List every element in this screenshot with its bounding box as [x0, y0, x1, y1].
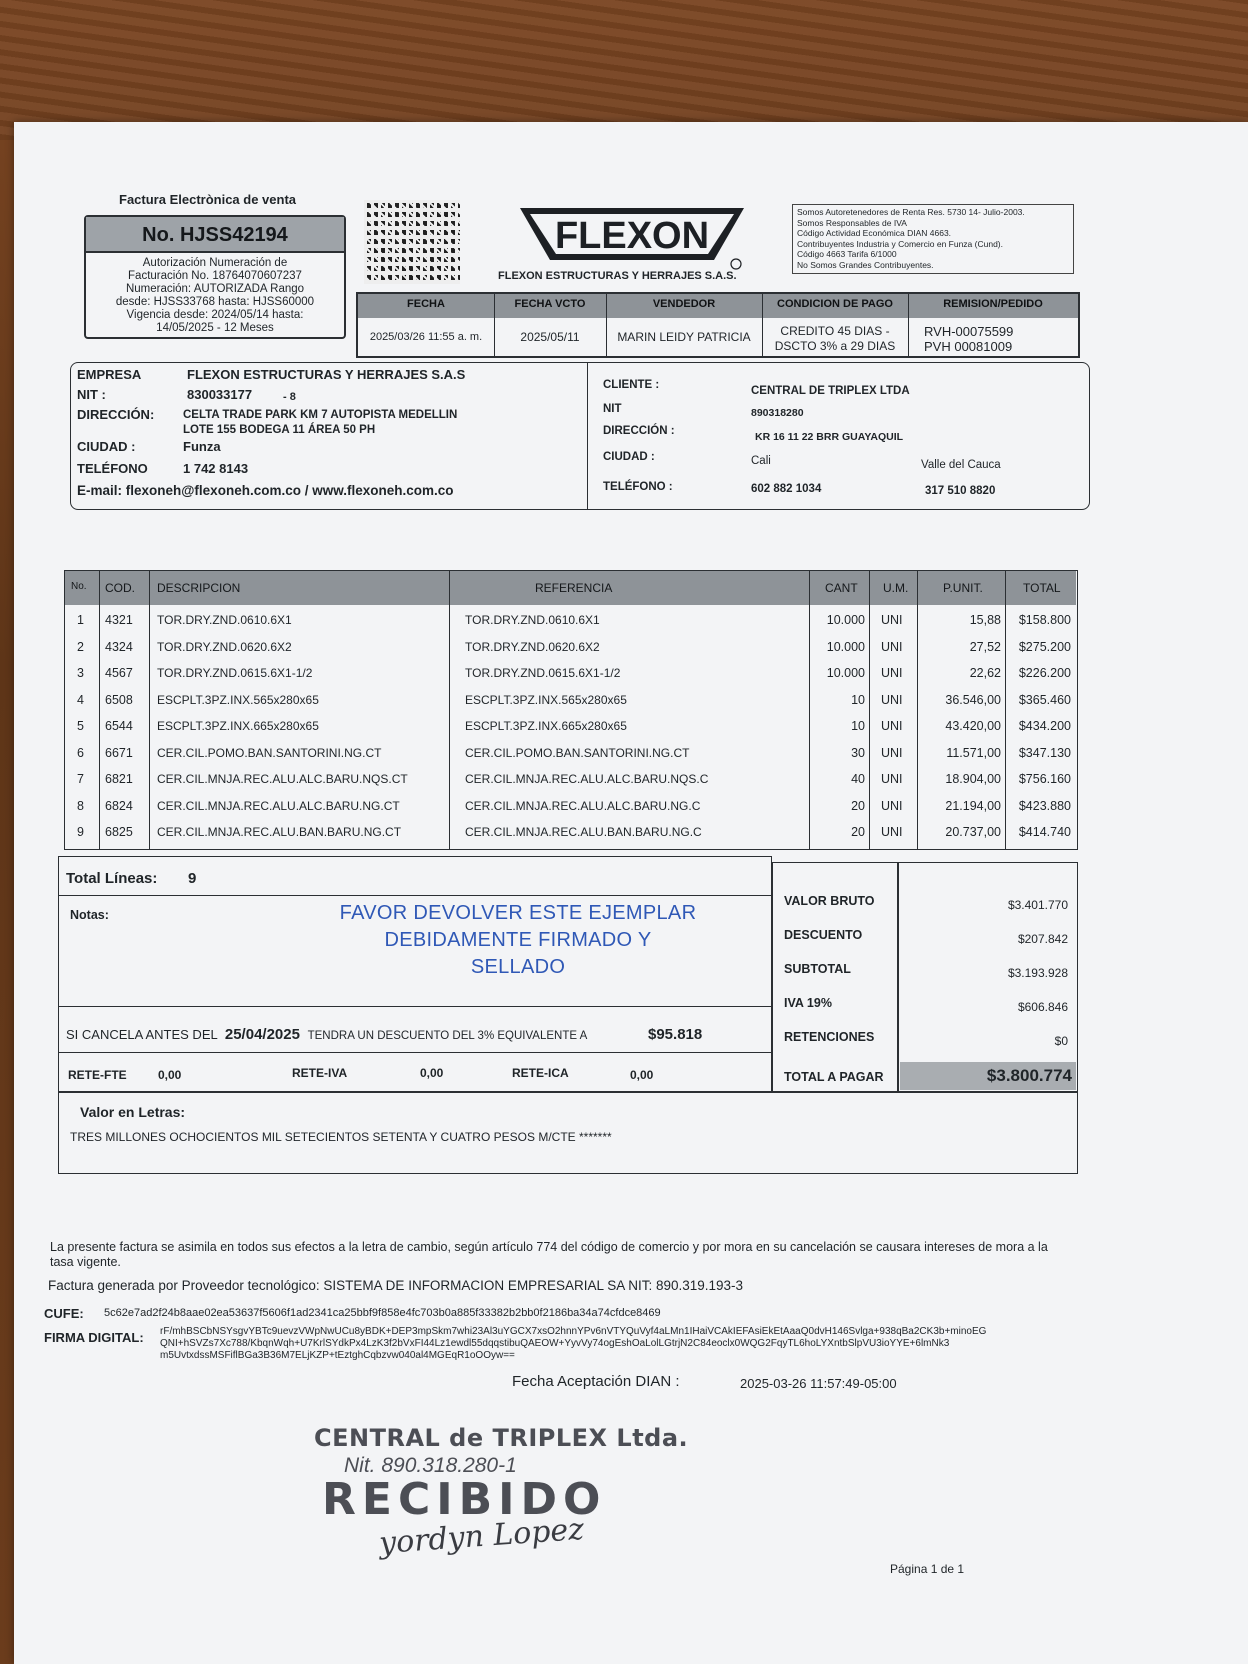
regime-line: Código Actividad Económica DIAN 4663. — [797, 228, 952, 238]
cell-no: 3 — [77, 666, 84, 680]
divider — [58, 1006, 772, 1007]
parties-divider — [587, 363, 588, 509]
fecha-vcto-label: FECHA VCTO — [514, 298, 586, 310]
invoice-number: No. HJSS42194 — [86, 217, 344, 253]
divider — [606, 294, 607, 356]
cell-no: 5 — [77, 719, 84, 733]
cell-cant: 40 — [851, 772, 865, 786]
cliente-label: CLIENTE : — [603, 379, 660, 391]
table-row — [65, 634, 1076, 660]
reteiva-value: 0,00 — [420, 1066, 444, 1080]
cell-no: 8 — [77, 798, 84, 813]
cell-ref: TOR.DRY.ZND.0610.6X1 — [465, 613, 600, 627]
empresa-nit-dv: - 8 — [283, 391, 296, 403]
cell-no: 7 — [77, 772, 84, 786]
cell-cod: 6671 — [105, 745, 133, 760]
parties-box — [70, 362, 1090, 510]
cell-ref: CER.CIL.MNJA.REC.ALU.BAN.BARU.NG.C — [465, 825, 702, 839]
cell-total: $347.130 — [1018, 745, 1071, 760]
cell-cant: 10.000 — [826, 639, 865, 654]
company-tagline: FLEXON ESTRUCTURAS Y HERRAJES S.A.S. — [498, 270, 737, 282]
authorization-line: Vigencia desde: 2024/05/14 hasta: — [126, 309, 304, 321]
reteica-label: RETE-ICA — [512, 1066, 569, 1080]
empresa-telefono-label: TELÉFONO — [77, 461, 148, 476]
empresa-nit-label: NIT : — [77, 387, 106, 402]
empresa-telefono: 1 742 8143 — [183, 461, 249, 476]
cell-no: 6 — [77, 745, 84, 760]
discount-notice — [66, 1026, 587, 1043]
cell-ref: CER.CIL.MNJA.REC.ALU.ALC.BARU.NG.C — [465, 798, 701, 813]
cell-desc: TOR.DRY.ZND.0620.6X2 — [157, 639, 292, 654]
total-a-pagar-value: $3.800.774 — [986, 1066, 1072, 1085]
firma-digital-label: FIRMA DIGITAL: — [44, 1330, 144, 1345]
firma-digital-line: QNI+hSVZs7Xc788/KbqnWqh+U7KrlSYdkPx4LzK3f2bVxFI44Lz1ewdl55dqqstibuQAEOW+YyvVy74ogEshOaLolLGtrjN2C84eoclx0WQG2FqyTL6hoLYXntbSlpVU3ioYYE+6lmNk3 — [160, 1338, 950, 1349]
empresa-nit: 830033177 — [187, 387, 253, 402]
cell-no: 4 — [77, 692, 84, 707]
cell-total: $275.200 — [1018, 639, 1071, 654]
cell-ref: TOR.DRY.ZND.0615.6X1-1/2 — [465, 666, 621, 680]
authorization-line: 14/05/2025 - 12 Meses — [156, 322, 274, 334]
cell-punit: 27,52 — [969, 639, 1001, 654]
authorization-text — [90, 257, 340, 335]
cliente-name: CENTRAL DE TRIPLEX LTDA — [751, 385, 910, 397]
discount-prefix: SI CANCELA ANTES DEL — [66, 1027, 218, 1042]
header-total: TOTAL — [1023, 581, 1061, 595]
cell-no: 1 — [77, 613, 84, 627]
amount-in-words-label: Valor en Letras: — [80, 1104, 186, 1120]
cliente-nit: 890318280 — [751, 407, 804, 419]
authorization-line: Autorización Numeración de — [142, 257, 288, 269]
cell-desc: CER.CIL.MNJA.REC.ALU.BAN.BARU.NG.CT — [157, 825, 402, 839]
amount-in-words: TRES MILLONES OCHOCIENTOS MIL SETECIENTOS SETENTA Y CUATRO PESOS M/CTE ******* — [70, 1130, 612, 1144]
remision-line: PVH 00081009 — [924, 339, 1013, 354]
total-lines-value: 9 — [188, 870, 197, 887]
cell-um: UNI — [881, 719, 903, 733]
cell-punit: 36.546,00 — [945, 692, 1001, 707]
header-descripcion: DESCRIPCION — [157, 581, 241, 595]
cell-desc: ESCPLT.3PZ.INX.665x280x65 — [157, 719, 319, 733]
cell-no: 9 — [77, 825, 84, 839]
cell-cod: 6821 — [105, 772, 133, 786]
cell-total: $158.800 — [1018, 613, 1071, 627]
valor-bruto-value: $3.401.770 — [1007, 898, 1068, 912]
subtotal-value: $3.193.928 — [1007, 966, 1068, 980]
cell-um: UNI — [881, 745, 903, 760]
cell-cod: 4321 — [105, 613, 133, 627]
empresa-direccion-label: DIRECCIÓN: — [77, 407, 155, 422]
discount-date: 25/04/2025 — [224, 1026, 300, 1043]
total-lines-label: Total Líneas: — [66, 870, 158, 887]
header-punit: P.UNIT. — [943, 581, 983, 595]
condicion-pago-value — [762, 324, 908, 354]
vendedor-label: VENDEDOR — [652, 298, 716, 310]
empresa-email-web: E-mail: flexoneh@flexoneh.com.co / www.flexoneh.com.co — [77, 483, 454, 498]
cell-desc: ESCPLT.3PZ.INX.565x280x65 — [157, 692, 319, 707]
stamp-recibido: RECIBIDO — [322, 1474, 607, 1525]
iva-label: IVA 19% — [784, 996, 832, 1010]
invoice-number-box — [84, 215, 346, 339]
cell-cant: 20 — [851, 798, 865, 813]
cell-cant: 30 — [851, 745, 865, 760]
cell-punit: 11.571,00 — [946, 745, 1001, 760]
header-um: U.M. — [883, 581, 909, 595]
condicion-line: DSCTO 3% a 29 DIAS — [774, 339, 896, 353]
cell-ref: ESCPLT.3PZ.INX.565x280x65 — [465, 692, 627, 707]
cell-ref: ESCPLT.3PZ.INX.665x280x65 — [465, 719, 627, 733]
logo-wordmark: FLEXON — [554, 215, 710, 257]
empresa-name: FLEXON ESTRUCTURAS Y HERRAJES S.A.S — [187, 367, 466, 382]
cell-punit: 43.420,00 — [945, 719, 1001, 733]
cliente-ciudad: Cali — [751, 455, 771, 467]
cell-desc: CER.CIL.MNJA.REC.ALU.ALC.BARU.NG.CT — [157, 798, 400, 813]
stamp-line: FAVOR DEVOLVER ESTE EJEMPLAR — [339, 902, 697, 924]
subtotal-label: SUBTOTAL — [784, 962, 851, 976]
retefte-label: RETE-FTE — [68, 1068, 127, 1082]
firma-digital-line: rF/mhBSCbNSYsgvYBTc9uevzVWpNwUCu8yBDK+DEP3mpSkm7whi23Al3uYGCX7xsO2hnnYPv6nVTYQuVyf4aLMn1IHaiVCAkIEFAsiEkEtAaaQ0dvH146Svlga+938qBa2CK3b+minoEG — [160, 1326, 987, 1337]
table-row — [65, 766, 1076, 792]
flexon-logo — [514, 194, 750, 270]
table-row — [65, 607, 1076, 633]
cell-cod: 6825 — [105, 825, 133, 839]
cell-um: UNI — [881, 666, 903, 680]
handwritten-signature: yordyn Lopez — [378, 1511, 586, 1562]
cell-ref: CER.CIL.MNJA.REC.ALU.ALC.BARU.NQS.C — [465, 772, 709, 786]
cell-total: $414.740 — [1018, 825, 1071, 839]
cliente-ciudad-label: CIUDAD : — [603, 451, 655, 463]
remision-value — [924, 324, 1074, 354]
cliente-departamento: Valle del Cauca — [921, 459, 1001, 471]
condicion-line: CREDITO 45 DIAS - — [780, 324, 890, 338]
cliente-telefono-2: 317 510 8820 — [925, 485, 996, 497]
table-row — [65, 740, 1076, 766]
cufe-label: CUFE: — [44, 1306, 84, 1321]
regime-line: Contribuyentes Industria y Comercio en Funza (Cund). — [797, 238, 1003, 249]
cell-um: UNI — [881, 798, 903, 813]
cliente-direccion-label: DIRECCIÓN : — [603, 425, 675, 437]
cell-punit: 15,88 — [969, 613, 1001, 627]
empresa-ciudad: Funza — [183, 439, 221, 454]
cliente-nit-label: NIT — [603, 403, 622, 415]
regime-line: No Somos Grandes Contribuyentes. — [797, 259, 934, 270]
document-type: Factura Electrònica de venta — [119, 192, 297, 207]
retefte-value: 0,00 — [158, 1068, 182, 1082]
table-row — [65, 793, 1076, 819]
cell-desc: CER.CIL.MNJA.REC.ALU.ALC.BARU.NQS.CT — [157, 772, 408, 786]
cell-um: UNI — [881, 692, 903, 707]
wood-grain-texture — [0, 0, 1248, 140]
cell-punit: 22,62 — [969, 666, 1001, 680]
divider — [762, 294, 763, 356]
regime-line: Código 4663 Tarifa 6/1000 — [797, 249, 897, 259]
table-row — [65, 819, 1076, 845]
invoice-dates-table — [356, 292, 1080, 358]
received-stamp — [314, 1424, 688, 1525]
cell-cod: 4567 — [105, 666, 133, 680]
empresa-direccion-2: LOTE 155 BODEGA 11 ÁREA 50 PH — [183, 424, 376, 436]
invoice-document — [14, 122, 1248, 1664]
stamp-company: CENTRAL de TRIPLEX Ltda. — [314, 1424, 689, 1452]
authorization-line: Numeración: AUTORIZADA Rango — [125, 283, 305, 295]
cufe-value: 5c62e7ad2f24b8aae02ea53637f5606f1ad2341ca25bbf9f858e4fc703b0a885f33382b2bb0f2186ba34a74cfdce8469 — [104, 1307, 661, 1319]
header-no: No. — [71, 581, 87, 592]
table-row — [65, 713, 1076, 739]
items-table — [64, 570, 1078, 850]
fecha-value: 2025/03/26 11:55 a. m. — [369, 331, 483, 343]
cell-total: $365.460 — [1018, 692, 1071, 707]
cell-um: UNI — [881, 639, 903, 654]
stamp-line: DEBIDAMENTE FIRMADO Y — [384, 929, 652, 951]
cliente-direccion: KR 16 11 22 BRR GUAYAQUIL — [755, 431, 904, 443]
cell-total: $434.200 — [1018, 719, 1071, 733]
fecha-vcto-value: 2025/05/11 — [520, 330, 580, 344]
discount-text: TENDRA UN DESCUENTO DEL 3% EQUIVALENTE A — [307, 1030, 588, 1042]
cell-um: UNI — [881, 613, 903, 627]
authorization-line: Facturación No. 18764070607237 — [128, 270, 302, 282]
total-lines-row — [58, 856, 772, 896]
dian-acceptance-date: 2025-03-26 11:57:49-05:00 — [740, 1376, 897, 1391]
empresa-direccion-1: CELTA TRADE PARK KM 7 AUTOPISTA MEDELLIN — [183, 409, 458, 421]
cell-cod: 4324 — [105, 639, 133, 654]
table-row — [65, 660, 1076, 686]
header-cant: CANT — [825, 581, 858, 595]
cell-cant: 10 — [851, 719, 865, 733]
descuento-value: $207.842 — [1017, 932, 1068, 946]
items-table-header — [65, 571, 1076, 605]
stamp-line: SELLADO — [470, 956, 566, 978]
valor-bruto-label: VALOR BRUTO — [784, 894, 875, 908]
cell-ref: CER.CIL.POMO.BAN.SANTORINI.NG.CT — [465, 745, 690, 760]
cell-cant: 20 — [851, 825, 865, 839]
cell-desc: TOR.DRY.ZND.0615.6X1-1/2 — [157, 666, 313, 680]
empresa-label: EMPRESA — [77, 367, 142, 382]
cell-cod: 6508 — [105, 692, 133, 707]
page-number: Página 1 de 1 — [890, 1562, 965, 1576]
totals-section — [58, 856, 1078, 1176]
cell-no: 2 — [77, 639, 84, 654]
notes-label: Notas: — [70, 908, 109, 922]
reteica-value: 0,00 — [630, 1068, 654, 1082]
empresa-ciudad-label: CIUDAD : — [77, 439, 136, 454]
cell-punit: 20.737,00 — [945, 825, 1001, 839]
cell-cant: 10.000 — [826, 613, 865, 627]
cell-total: $756.160 — [1018, 772, 1071, 786]
cliente-telefono-label: TELÉFONO : — [603, 481, 673, 493]
table-row — [65, 687, 1076, 713]
reteiva-label: RETE-IVA — [292, 1066, 348, 1080]
cell-punit: 18.904,00 — [945, 772, 1001, 786]
divider — [908, 294, 909, 356]
vendedor-value: MARIN LEIDY PATRICIA — [617, 330, 751, 344]
cell-um: UNI — [881, 772, 903, 786]
retenciones-value: $0 — [1054, 1034, 1068, 1048]
discount-value: $95.818 — [648, 1026, 703, 1043]
condicion-pago-label: CONDICION DE PAGO — [777, 298, 893, 310]
total-a-pagar-label: TOTAL A PAGAR — [784, 1070, 884, 1084]
cell-cant: 10.000 — [826, 666, 865, 680]
provider-line: Factura generada por Proveedor tecnológico: SISTEMA DE INFORMACION EMPRESARIAL SA NIT: 890.319.193-3 — [48, 1278, 744, 1293]
iva-value: $606.846 — [1017, 1000, 1068, 1014]
authorization-line: desde: HJSS33768 hasta: HJSS60000 — [115, 296, 315, 308]
descuento-label: DESCUENTO — [784, 928, 863, 942]
dian-acceptance-label: Fecha Aceptación DIAN : — [512, 1373, 680, 1390]
qr-code — [364, 200, 460, 284]
remision-label: REMISION/PEDIDO — [943, 298, 1043, 310]
cell-desc: CER.CIL.POMO.BAN.SANTORINI.NG.CT — [157, 745, 382, 760]
legal-notice: La presente factura se asimila en todos sus efectos a la letra de cambio, según artículo 774 del código de comercio y por mora en su cancelación se causara intereses de mora a la tasa vigente. — [50, 1240, 1048, 1269]
cell-cod: 6824 — [105, 798, 133, 813]
firma-digital-line: m5UvtxdssMSFiflBGa3B36M7ELjKZP+tEztghCqbzvw040al4MGEqR1oOOyw== — [160, 1350, 515, 1361]
cell-total: $226.200 — [1018, 666, 1071, 680]
divider — [494, 294, 495, 356]
divider — [58, 1052, 772, 1053]
header-referencia: REFERENCIA — [535, 581, 613, 595]
cliente-telefono-1: 602 882 1034 — [751, 483, 822, 495]
cell-um: UNI — [881, 825, 903, 839]
cell-cod: 6544 — [105, 719, 133, 733]
regime-line: Somos Autoretenedores de Renta Res. 5730 14- Julio-2003. — [797, 207, 1025, 217]
cell-cant: 10 — [851, 692, 865, 707]
regime-line: Somos Responsables de IVA — [797, 217, 907, 228]
header-cod: COD. — [105, 581, 135, 595]
cell-ref: TOR.DRY.ZND.0620.6X2 — [465, 639, 600, 654]
fecha-label: FECHA — [407, 298, 445, 310]
cell-desc: TOR.DRY.ZND.0610.6X1 — [157, 613, 292, 627]
tax-regime-box — [792, 204, 1074, 274]
stamp-nit: Nit. 890.318.280-1 — [344, 1454, 517, 1477]
return-copy-stamp — [328, 900, 708, 981]
retenciones-label: RETENCIONES — [784, 1030, 875, 1044]
remision-line: RVH-00075599 — [924, 324, 1014, 339]
cell-total: $423.880 — [1018, 798, 1071, 813]
cell-punit: 21.194,00 — [945, 798, 1001, 813]
